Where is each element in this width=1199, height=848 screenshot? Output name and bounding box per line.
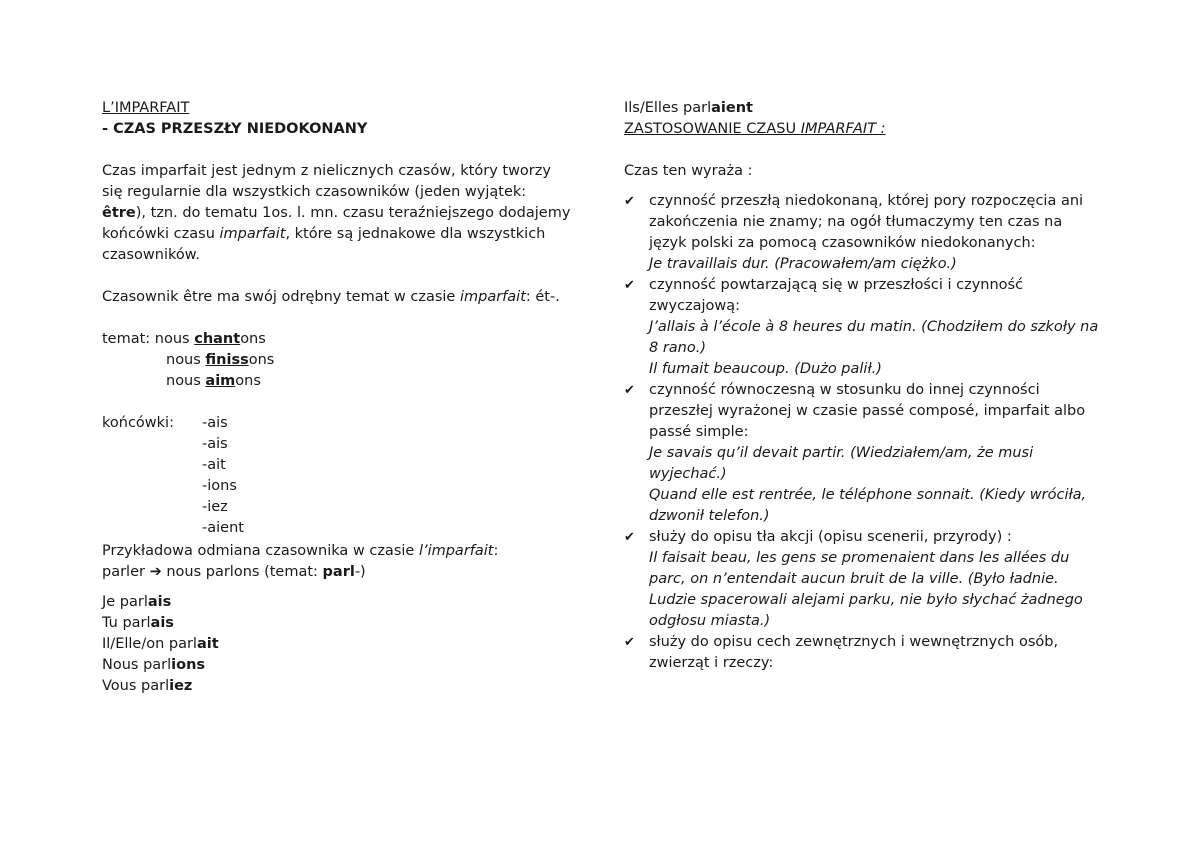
temat-block (102, 329, 572, 392)
example: Il faisait beau, les gens se promenaient dans les allées du parc, on n’entendait aucun bruit de la ville. (Było ładnie. Ludzie spacerowali alejami parku, nie było słychać żadnego odgłosu miasta.) (649, 550, 1083, 629)
right-column (624, 98, 1099, 674)
temat-row: temat: nous chantons (102, 331, 266, 347)
list-item: ✔ czynność równoczesną w stosunku do innej czynności przeszłej wyrażonej w czasie passé composé, imparfait albo passé simple: Je savais qu’il devait partir. (Wiedziałem/am, że musi wyjechać.) Quand elle est rentrée, le téléphone sonnait. (Kiedy wróciła, dzwonił telefon.) (624, 380, 1099, 527)
arrow-icon: ➔ (149, 564, 162, 580)
ending: -ais (202, 415, 228, 431)
example-intro: Przykładowa odmiana czasownika w czasie l’imparfait: (102, 543, 499, 559)
ending: -iez (202, 499, 228, 515)
list-item: ✔ czynność przeszłą niedokonaną, której pory rozpoczęcia ani zakończenia nie znamy; na ogół tłumaczymy ten czas na język polski za pomocą czasowników niedokonanych: Je travaillais dur. (Pracowałem/am ciężko.) (624, 191, 1099, 275)
checkmark-icon: ✔ (624, 194, 635, 209)
temat-row: nous finissons (166, 352, 275, 368)
endings-block (102, 413, 572, 539)
example: Quand elle est rentrée, le téléphone sonnait. (Kiedy wróciła, dzwonił telefon.) (649, 487, 1087, 524)
list-item: ✔ służy do opisu cech zewnętrznych i wewnętrznych osób, zwierząt i rzeczy: (624, 634, 1059, 671)
conjugation-row: Il/Elle/on parlait (102, 636, 219, 652)
left-column (102, 98, 572, 697)
etre-paragraph: Czasownik être ma swój odrębny temat w czasie imparfait: ét-. (102, 289, 560, 305)
page-title: L’IMPARFAIT (102, 100, 190, 116)
conjugation-row: Vous parliez (102, 678, 193, 694)
ending: -ait (202, 457, 226, 473)
parler-line: parler ➔ nous parlons (temat: parl-) (102, 564, 366, 580)
example: J’allais à l’école à 8 heures du matin. (Chodziłem do szkoły na 8 rano.) (649, 319, 1099, 356)
example: Il fumait beaucoup. (Dużo palił.) (649, 361, 882, 377)
ending: -aient (202, 520, 244, 536)
temat-row: nous aimons (166, 373, 261, 389)
wyraza-label: Czas ten wyraża : (624, 163, 753, 179)
section-heading: ZASTOSOWANIE CZASU IMPARFAIT : (624, 121, 886, 137)
usage-list (624, 191, 1099, 674)
example: Je travaillais dur. (Pracowałem/am ciężko.) (649, 256, 957, 272)
checkmark-icon: ✔ (624, 383, 635, 398)
checkmark-icon: ✔ (624, 278, 635, 293)
conjugation-list (102, 592, 572, 697)
list-item: ✔ czynność powtarzającą się w przeszłości i czynność zwyczajową: J’allais à l’école à 8 heures du matin. (Chodziłem do szkoły na 8 rano.) Il fumait beaucoup. (Dużo palił.) (624, 275, 1099, 380)
koncowki-label: końcówki: (102, 415, 174, 431)
ending: -ais (202, 436, 228, 452)
conjugation-row: Tu parlais (102, 615, 174, 631)
list-item: ✔ służy do opisu tła akcji (opisu scenerii, przyrody) : Il faisait beau, les gens se promenaient dans les allées du parc, on n’entendait aucun bruit de la ville. (Było ładnie. Ludzie spacerowali alejami parku, nie było słychać żadnego odgłosu miasta.) (624, 527, 1099, 632)
checkmark-icon: ✔ (624, 635, 635, 650)
conjugation-row: Ils/Elles parlaient (624, 100, 753, 116)
conjugation-row: Nous parlions (102, 657, 206, 673)
example: Je savais qu’il devait partir. (Wiedziałem/am, że musi wyjechać.) (649, 445, 1034, 482)
page-subtitle: - CZAS PRZESZŁY NIEDOKONANY (102, 121, 368, 137)
conjugation-row: Je parlais (102, 594, 172, 610)
checkmark-icon: ✔ (624, 530, 635, 545)
ending: -ions (202, 478, 237, 494)
intro-paragraph: Czas imparfait jest jednym z nielicznych czasów, który tworzy się regularnie dla wszystkich czasowników (jeden wyjątek: être), tzn. do tematu 1os. l. mn. czasu teraźniejszego dodajemy końcówki czasu imparfait, które są jednakowe dla wszystkich czasowników. (102, 163, 571, 263)
